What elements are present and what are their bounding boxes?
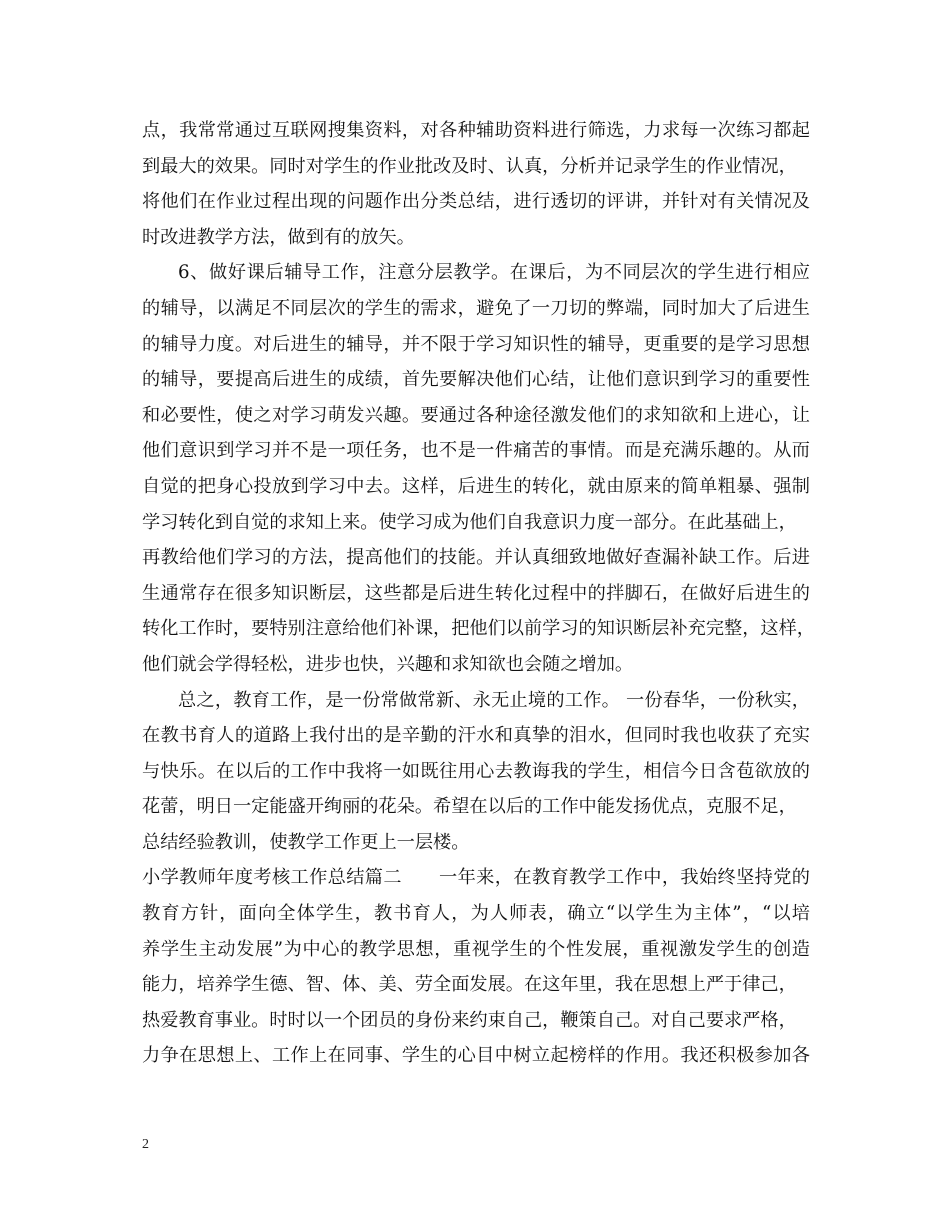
text-line: 时改进教学方法，做到有的放矢。	[142, 226, 415, 248]
text-line: 与快乐。在以后的工作中我将一如既往用心去教诲我的学生，相信今日含苞欲放的	[142, 760, 810, 782]
page-number: 2	[142, 1137, 149, 1152]
text-line: 和必要性，使之对学习萌发兴趣。要通过各种途径激发他们的求知欲和上进心，让	[142, 404, 810, 426]
text-line: 的辅导力度。对后进生的辅导，并不限于学习知识性的辅导，更重要的是学习思想	[142, 333, 810, 355]
text-line: 将他们在作业过程出现的问题作出分类总结，进行透切的评讲，并针对有关情况及	[142, 191, 810, 213]
text-line: 花蕾，明日一定能盛开绚丽的花朵。希望在以后的工作中能发扬优点，克服不足，	[142, 796, 797, 818]
text-line: 自觉的把身心投放到学习中去。这样，后进生的转化，就由原来的简单粗暴、强制	[142, 475, 810, 497]
text-line: 教育方针，面向全体学生，教书育人，为人师表，确立“以学生为主体”，“以培	[142, 903, 810, 925]
text-line: 的辅导，以满足不同层次的学生的需求，避免了一刀切的弊端，同时加大了后进生	[142, 297, 810, 319]
text-line: 能力，培养学生德、智、体、美、劳全面发展。在这年里，我在思想上严于律己，	[142, 974, 797, 996]
text-line: 养学生主动发展”为中心的教学思想，重视学生的个性发展，重视激发学生的创造	[142, 938, 810, 960]
text-line: 热爱教育事业。时时以一个团员的身份来约束自己，鞭策自己。对自己要求严格，	[142, 1009, 797, 1031]
text-line: 生通常存在很多知识断层，这些都是后进生转化过程中的拌脚石，在做好后进生的	[142, 582, 810, 604]
text-line: 他们就会学得轻松，进步也快，兴趣和求知欲也会随之增加。	[142, 653, 634, 675]
text-line: 再教给他们学习的方法，提高他们的技能。并认真细致地做好查漏补缺工作。后进	[142, 547, 810, 569]
body-text	[142, 113, 815, 1074]
text-line: 转化工作时，要特别注意给他们补课，把他们以前学习的知识断层补充完整，这样，	[142, 618, 815, 640]
text-line: 总结经验教训，使教学工作更上一层楼。	[142, 831, 470, 853]
text-line: 到最大的效果。同时对学生的作业批改及时、认真，分析并记录学生的作业情况，	[142, 155, 797, 177]
text-line: 6、做好课后辅导工作，注意分层教学。在课后，为不同层次的学生进行相应	[178, 262, 810, 284]
text-line: 学习转化到自觉的求知上来。使学习成为他们自我意识力度一部分。在此基础上，	[142, 511, 797, 533]
text-line: 总之，教育工作，是一份常做常新、永无止境的工作。 一份春华，一份秋实，	[178, 689, 810, 711]
text-line: 他们意识到学习并不是一项任务，也不是一件痛苦的事情。而是充满乐趣的。从而	[142, 440, 810, 462]
text-line: 在教书育人的道路上我付出的是辛勤的汗水和真挚的泪水，但同时我也收获了充实	[142, 725, 810, 747]
text-line: 小学教师年度考核工作总结篇二 一年来，在教育教学工作中，我始终坚持党的	[142, 867, 810, 889]
text-line: 点，我常常通过互联网搜集资料，对各种辅助资料进行筛选，力求每一次练习都起	[142, 120, 810, 141]
text-line: 力争在思想上、工作上在同事、学生的心目中树立起榜样的作用。我还积极参加各	[142, 1045, 810, 1067]
text-line: 的辅导，要提高后进生的成绩，首先要解决他们心结，让他们意识到学习的重要性	[142, 369, 810, 391]
